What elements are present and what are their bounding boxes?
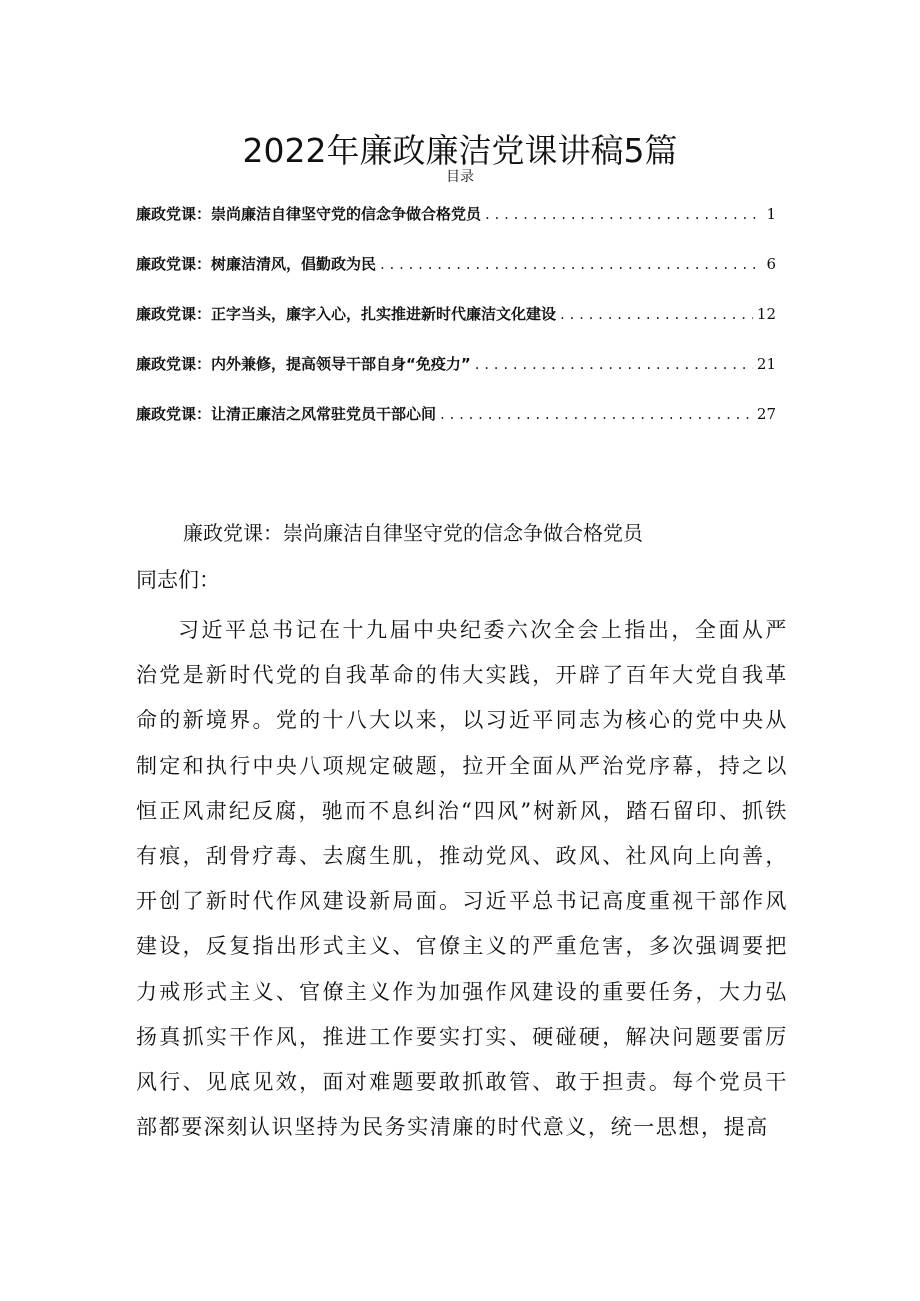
body-paragraph: 习近平总书记在十九届中央纪委六次全会上指出，全面从严治党是新时代党的自我革命的伟大实践，开辟了百年大党自我革命的新境界。党的十八大以来，以习近平同志为核心的党中央从制定和执行中央八项规定破题，拉开全面从严治党序幕，持之以恒正风肃纪反腐，驰而不息纠治“四风”树新风，踏石留印、抓铁有痕，刮骨疗毒、去腐生肌，推动党风、政风、社风向上向善，开创了新时代作风建设新局面。习近平总书记高度重视干部作风建设，反复指出形式主义、官僚主义的严重危害，多次强调要把力戒形式主义、官僚主义作为加强作风建设的重要任务，大力弘扬真抓实干作风，推进工作要实打实、硬碰硬，解决问题要雷厉风行、见底见效，面对难题要敢抓敢管、敢于担责。每个党员干部都要深刻认识坚持为民务实清廉的时代意义，统一思想，提高	[136, 618, 788, 1140]
toc-page-number: 21	[756, 355, 776, 373]
document-title: 2022年廉政廉洁党课讲稿5篇	[242, 131, 678, 171]
toc-leader-dots	[380, 252, 762, 276]
section-title: 廉政党课：崇尚廉洁自律坚守党的信念争做合格党员	[183, 521, 643, 545]
toc-entry[interactable]	[136, 402, 776, 452]
toc-page-number: 27	[756, 405, 776, 423]
toc-page-number: 12	[756, 305, 776, 323]
toc-entry-text: 廉政党课：内外兼修，提高领导干部自身“免疫力”	[136, 355, 471, 373]
toc-page-number: 6	[766, 255, 776, 273]
table-of-contents	[136, 202, 776, 452]
toc-leader-dots	[485, 202, 762, 226]
toc-entry[interactable]	[136, 302, 776, 352]
toc-heading: 目录	[446, 169, 474, 185]
toc-page-number: 1	[766, 205, 776, 223]
salutation: 同志们：	[136, 568, 220, 592]
toc-entry[interactable]	[136, 352, 776, 402]
toc-entry-text: 廉政党课：让清正廉洁之风常驻党员干部心间	[136, 405, 437, 423]
toc-entry-text: 廉政党课：树廉洁清风，倡勤政为民	[136, 255, 377, 273]
toc-entry-text: 廉政党课：正字当头，廉字入心，扎实推进新时代廉洁文化建设	[136, 305, 557, 323]
toc-leader-dots	[440, 402, 753, 426]
toc-leader-dots	[475, 352, 753, 376]
toc-entry[interactable]	[136, 202, 776, 252]
toc-entry-text: 廉政党课：崇尚廉洁自律坚守党的信念争做合格党员	[136, 205, 482, 223]
toc-entry[interactable]	[136, 252, 776, 302]
toc-leader-dots	[560, 302, 753, 326]
